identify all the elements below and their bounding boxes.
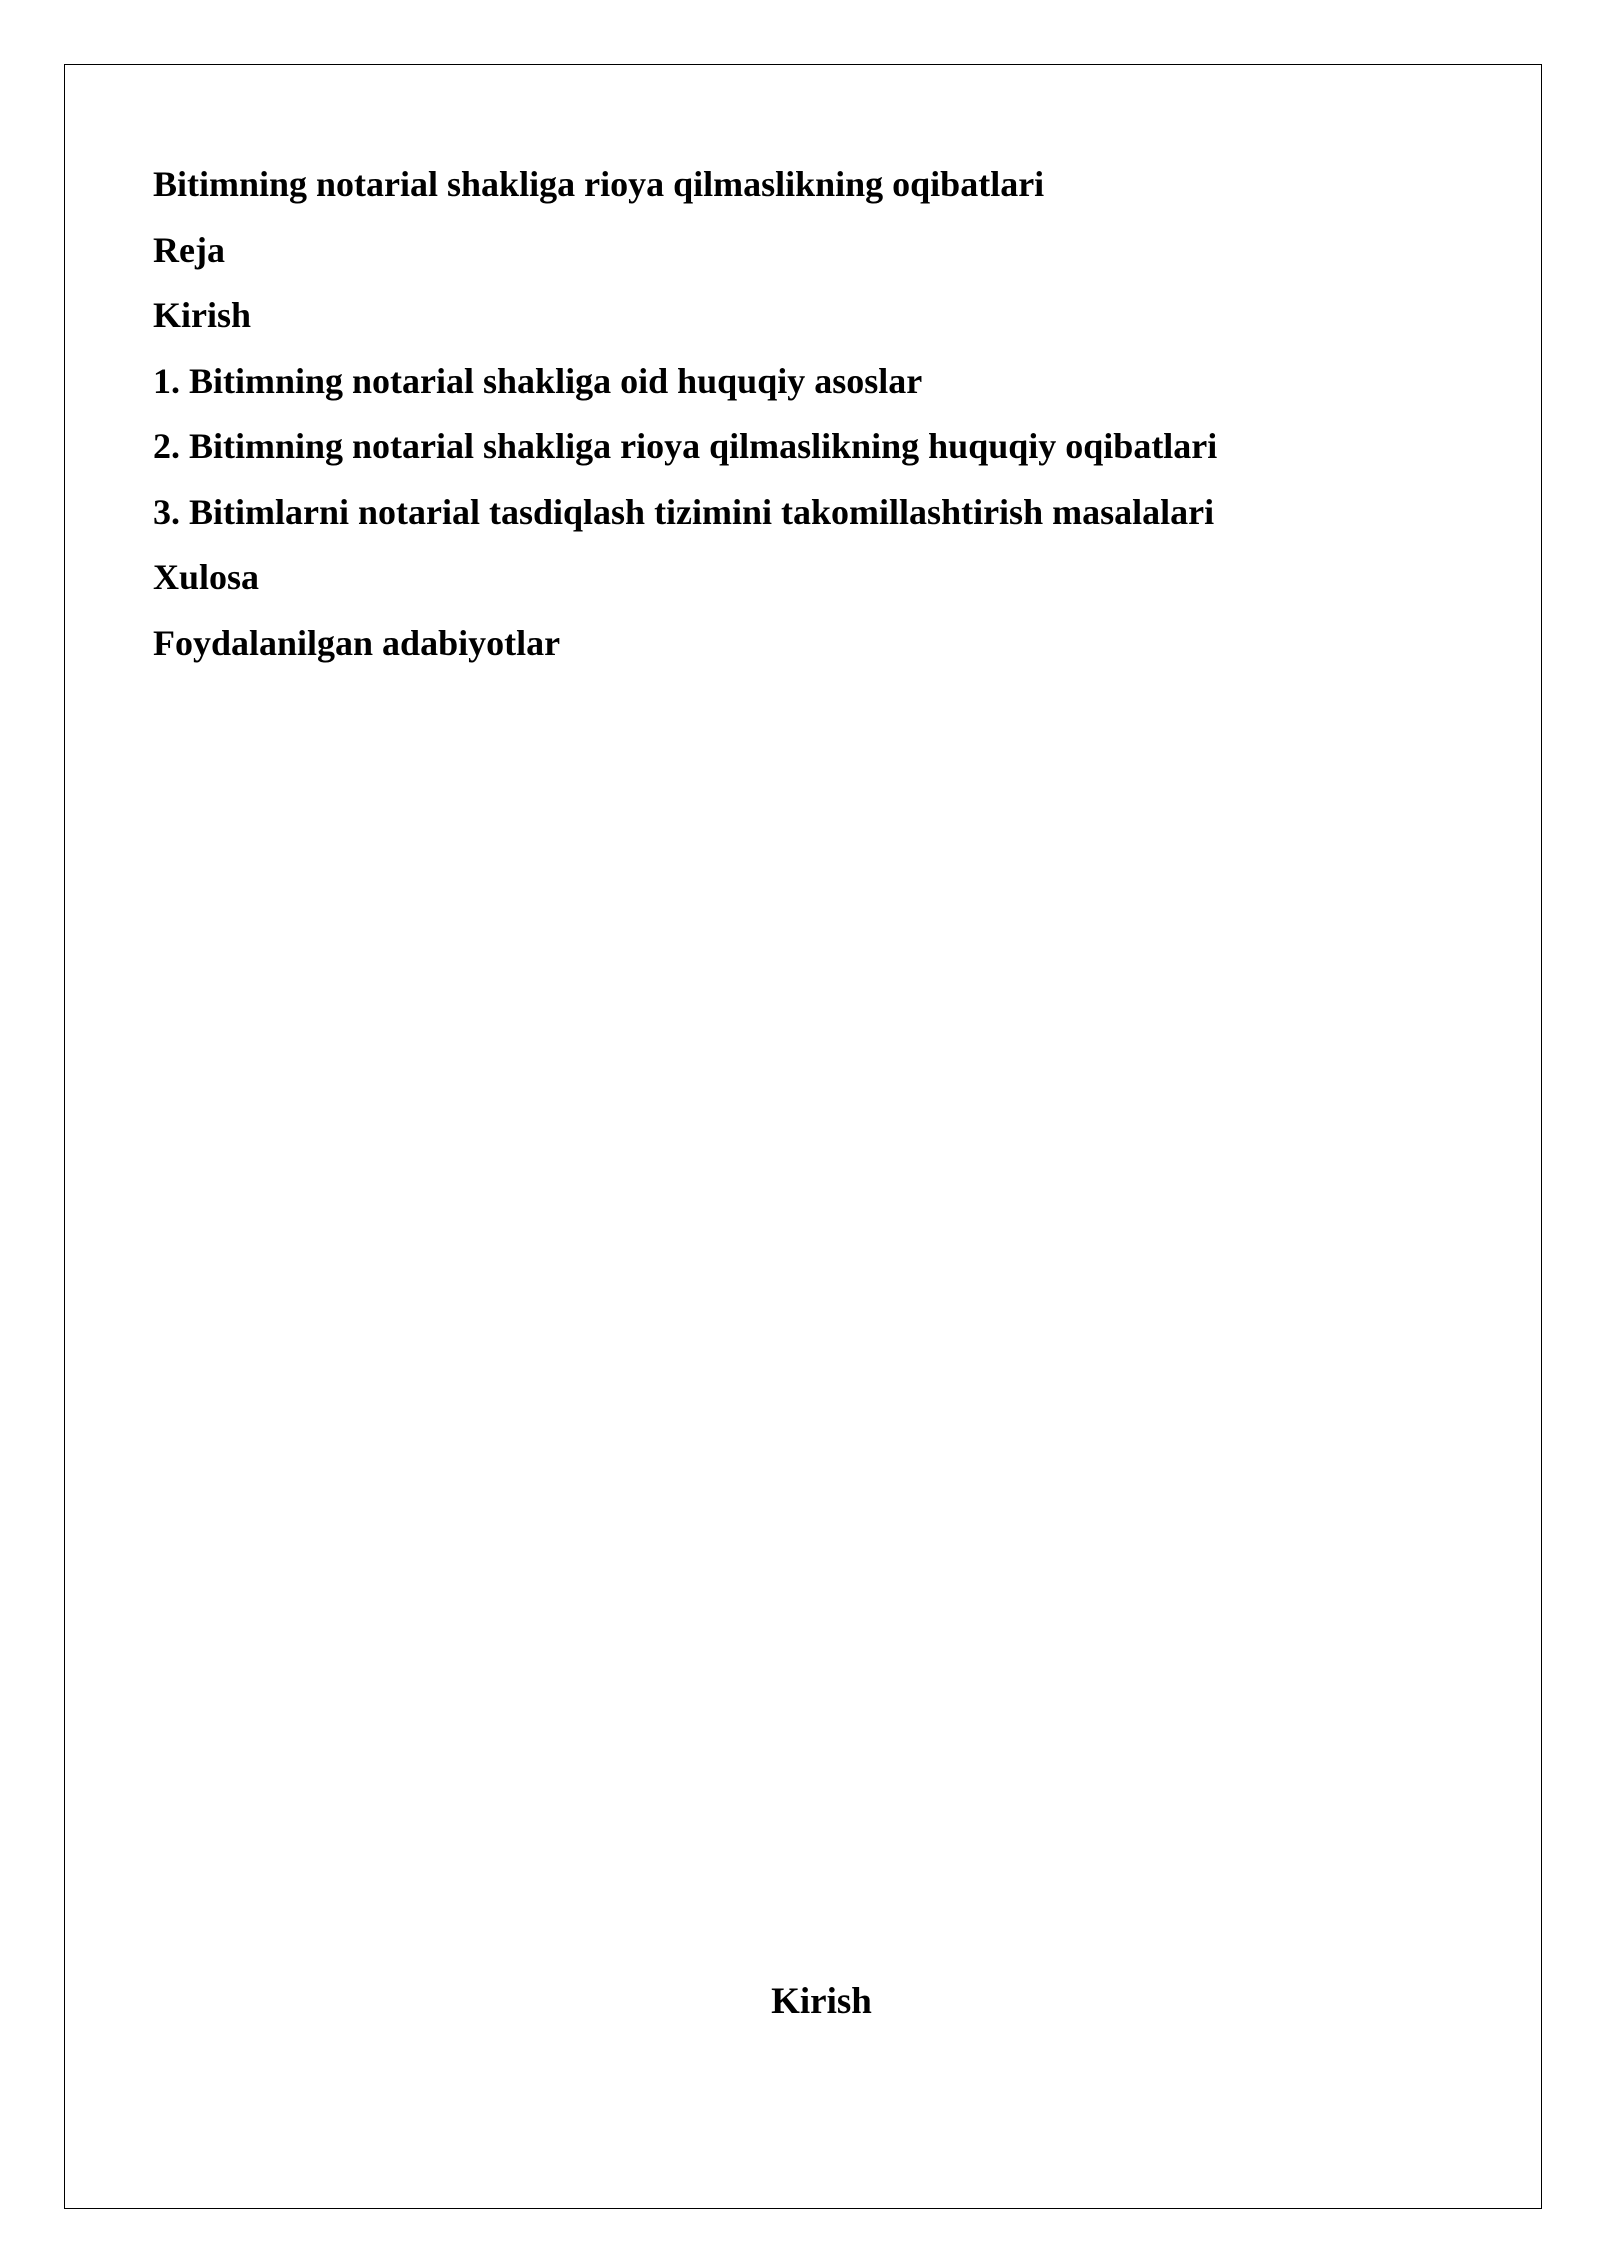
plan-item-1: 1. Bitimning notarial shakliga oid huquqiy asoslar [153,360,923,401]
section-heading: Kirish [771,1981,872,2022]
plan-item-conclusion: Xulosa [153,557,260,597]
plan-item-3: 3. Bitimlarni notarial tasdiqlash tizimini takomillashtirish masalalari [153,491,1215,532]
plan-item-2: 2. Bitimning notarial shakliga rioya qilmaslikning huquqiy oqibatlari [153,426,1218,466]
plan-item-references: Foydalanilgan adabiyotlar [153,622,561,663]
plan-item-introduction: Kirish [153,295,252,335]
table-of-contents [153,152,1217,676]
document-title: Bitimning notarial shakliga rioya qilmaslikning oqibatlari [153,164,1045,204]
plan-heading: Reja [153,229,225,270]
